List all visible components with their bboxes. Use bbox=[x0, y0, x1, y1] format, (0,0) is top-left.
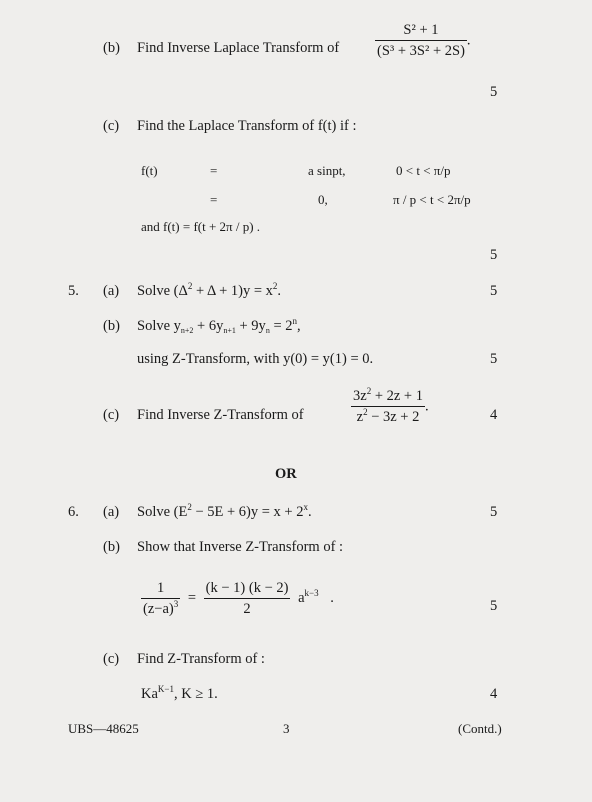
q4c-row1-val: a sinpt, bbox=[308, 163, 346, 178]
q6b-right-fraction bbox=[204, 580, 291, 618]
q6b-equals: = bbox=[187, 590, 197, 607]
q4b-denominator: (S³ + 3S² + 2S) bbox=[375, 40, 467, 60]
q4c-row1-cond: 0 < t < π/p bbox=[396, 163, 451, 178]
q6b-left-denominator: $(z-a)^3$ bbox=[143, 599, 179, 617]
q4c-row1-lhs: f(t) bbox=[141, 163, 158, 178]
q5c-numerator: $3z^2 + 2z + 1$ bbox=[353, 386, 423, 404]
q5c-denominator: $z^2 - 3z + 2$ bbox=[351, 406, 425, 426]
q5c-marks: 4 bbox=[490, 407, 498, 423]
q5c-tail: . bbox=[424, 398, 429, 415]
q6b-left-numerator: 1 bbox=[156, 580, 165, 596]
q6a-text: Solve $(E^2 - 5E + 6)y = x + 2^x$. bbox=[137, 502, 312, 520]
q4b-marks: 5 bbox=[490, 84, 498, 100]
q4c-row2-val: 0, bbox=[318, 192, 328, 207]
q5b-marks: 5 bbox=[490, 351, 498, 367]
q4b-tail: . bbox=[466, 32, 471, 49]
q6b-label: (b) bbox=[103, 539, 120, 555]
q4c-text: Find the Laplace Transform of f(t) if : bbox=[137, 118, 357, 134]
q4c-row1-eq: = bbox=[210, 163, 218, 178]
q4c-row2-cond: π / p < t < 2π/p bbox=[393, 192, 471, 207]
q4c-and-line: and f(t) = f(t + 2π / p) . bbox=[141, 219, 261, 234]
q6-number: 6. bbox=[68, 504, 79, 520]
q4b-fraction bbox=[375, 22, 471, 60]
q6a-marks: 5 bbox=[490, 504, 498, 520]
q6c-label: (c) bbox=[103, 651, 120, 667]
q5c-label: (c) bbox=[103, 407, 120, 423]
q5a-text: Solve $(\Delta^2 + \Delta + 1)y = x^2$. bbox=[137, 281, 282, 299]
q4b-text: Find Inverse Laplace Transform of bbox=[137, 40, 340, 56]
q5-number: 5. bbox=[68, 283, 79, 299]
q6c-marks: 4 bbox=[490, 686, 498, 702]
q4c-label: (c) bbox=[103, 118, 120, 134]
q5c-text: Find Inverse Z-Transform of bbox=[137, 407, 304, 423]
q5a-marks: 5 bbox=[490, 283, 498, 299]
q5a-label: (a) bbox=[103, 283, 120, 299]
footer-contd: (Contd.) bbox=[458, 721, 502, 736]
q4c-marks: 5 bbox=[490, 247, 498, 263]
q4b-numerator: S² + 1 bbox=[403, 22, 439, 38]
q6c-text: Find Z-Transform of : bbox=[137, 651, 265, 667]
footer-page-number: 3 bbox=[283, 721, 290, 736]
q6b-marks: 5 bbox=[490, 598, 498, 614]
q6b-text: Show that Inverse Z-Transform of : bbox=[137, 539, 344, 555]
q6b-right-numerator: (k − 1) (k − 2) bbox=[205, 580, 289, 596]
q6b-power: $a^{k-3}$ bbox=[298, 588, 319, 607]
q5b-label: (b) bbox=[103, 318, 120, 334]
q5b-line2: using Z-Transform, with y(0) = y(1) = 0. bbox=[137, 351, 374, 367]
q6a-label: (a) bbox=[103, 504, 120, 520]
or-divider: OR bbox=[275, 466, 297, 482]
q5c-fraction bbox=[351, 388, 429, 426]
footer-exam-code: UBS—48625 bbox=[68, 721, 139, 736]
q6b-equation bbox=[141, 580, 334, 618]
q5b-line1: Solve $y_{n+2} + 6y_{n+1} + 9y_n = 2^n$, bbox=[137, 316, 301, 335]
q6b-left-fraction bbox=[141, 580, 180, 618]
q4b-label: (b) bbox=[103, 40, 120, 56]
q6b-right-denominator: 2 bbox=[204, 598, 291, 618]
q6b-tail: . bbox=[330, 590, 334, 607]
q4c-row2-eq: = bbox=[210, 192, 218, 207]
q6c-expr: $Ka^{K-1}$, K ≥ 1. bbox=[141, 684, 218, 702]
